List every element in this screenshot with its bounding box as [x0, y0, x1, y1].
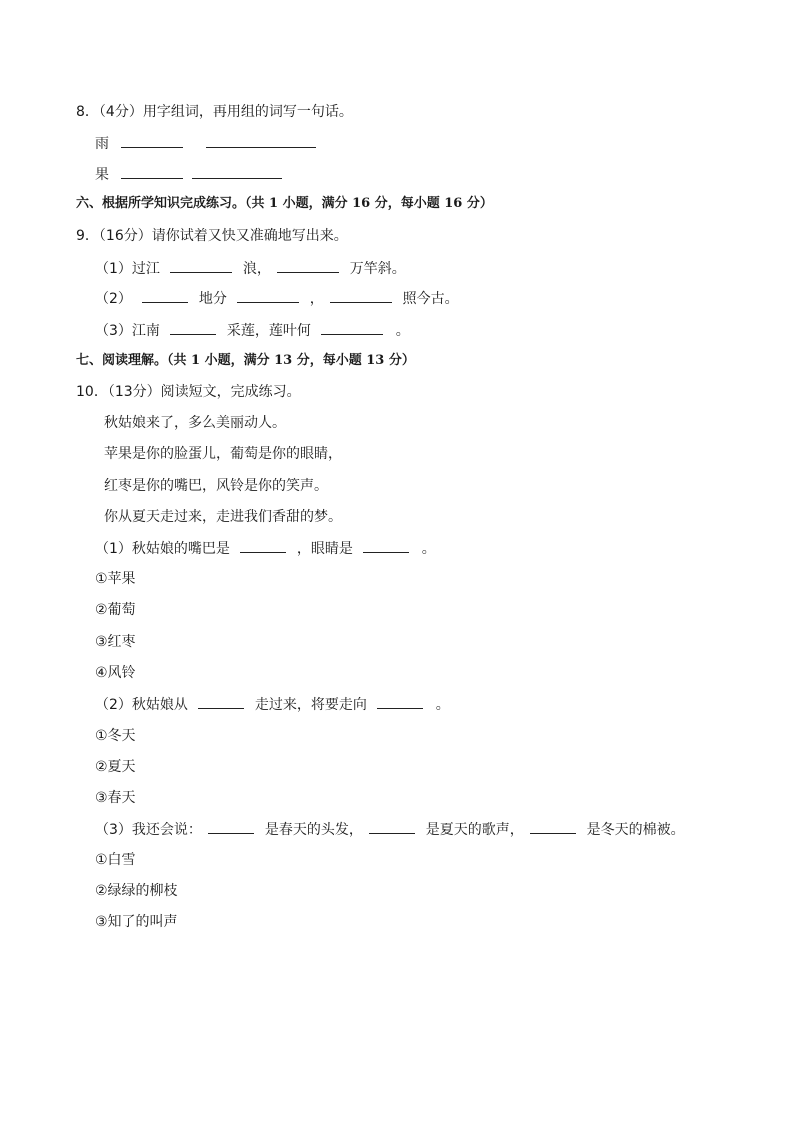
q10-sub2-text-a: （2）秋姑娘从: [95, 697, 188, 713]
q9-p3-text-c: 。: [395, 323, 410, 339]
option-item[interactable]: ④风铃: [95, 665, 136, 681]
section-7-heading: 七、阅读理解。（共 1 小题，满分 13 分，每小题 13 分）: [76, 353, 415, 368]
q10-sub3-text-d: 是冬天的棉被。: [586, 822, 685, 838]
answer-blank[interactable]: [208, 819, 254, 834]
q10-sub2-text-b: 走过来，将要走向: [254, 697, 367, 713]
option-item[interactable]: ③红枣: [95, 634, 136, 650]
answer-blank[interactable]: [240, 538, 286, 553]
answer-blank[interactable]: [170, 320, 216, 335]
answer-blank[interactable]: [277, 258, 339, 273]
q10-sub-1: [95, 538, 436, 559]
option-item[interactable]: ③春天: [95, 790, 136, 806]
passage-line: 苹果是你的脸蛋儿，葡萄是你的眼睛，: [104, 446, 342, 462]
q9-p3-text-b: 采莲，莲叶何: [226, 323, 311, 339]
answer-blank[interactable]: [206, 133, 316, 148]
passage-line: 红枣是你的嘴巴，风铃是你的笑声。: [104, 478, 328, 494]
option-item[interactable]: ③知了的叫声: [95, 914, 178, 930]
q8-char-2: 果: [95, 167, 109, 183]
q9-part-2: [95, 288, 459, 309]
option-item[interactable]: ①白雪: [95, 852, 136, 868]
answer-blank[interactable]: [121, 133, 183, 148]
q9-p1-text-b: 浪，: [242, 261, 271, 277]
q9-p2-text-d: 照今古。: [402, 291, 459, 307]
answer-blank[interactable]: [121, 164, 183, 179]
q8-char-1: 雨: [95, 136, 109, 152]
answer-blank[interactable]: [237, 288, 299, 303]
q9-p2-text-b: 地分: [198, 291, 227, 307]
question-8-stem: 8．（4分）用字组词，再用组的词写一句话。: [76, 104, 353, 120]
q9-part-1: [95, 258, 406, 279]
q10-sub1-text-a: （1）秋姑娘的嘴巴是: [95, 541, 230, 557]
option-item[interactable]: ②夏天: [95, 759, 136, 775]
option-item[interactable]: ①苹果: [95, 571, 136, 587]
q10-sub-3: [95, 819, 685, 840]
option-item[interactable]: ①冬天: [95, 728, 136, 744]
section-6-heading: 六、根据所学知识完成练习。（共 1 小题，满分 16 分，每小题 16 分）: [76, 196, 493, 211]
option-item[interactable]: ②绿绿的柳枝: [95, 883, 178, 899]
q10-sub3-text-b: 是春天的头发，: [264, 822, 363, 838]
answer-blank[interactable]: [170, 258, 232, 273]
answer-blank[interactable]: [198, 694, 244, 709]
q10-sub2-text-c: 。: [435, 697, 450, 713]
question-9-stem: 9．（16分）请你试着又快又准确地写出来。: [76, 228, 348, 244]
answer-blank[interactable]: [369, 819, 415, 834]
q9-p1-text-a: （1）过江: [95, 261, 160, 277]
q9-p1-text-c: 万竿斜。: [349, 261, 406, 277]
answer-blank[interactable]: [330, 288, 392, 303]
q10-sub3-text-c: 是夏天的歌声，: [425, 822, 524, 838]
answer-blank[interactable]: [377, 694, 423, 709]
answer-blank[interactable]: [142, 288, 188, 303]
passage-line: 你从夏天走过来，走进我们香甜的梦。: [104, 509, 342, 525]
answer-blank[interactable]: [321, 320, 383, 335]
q8-row-1: [95, 133, 318, 154]
q9-p2-text-c: ，: [309, 291, 324, 307]
q9-p3-text-a: （3）江南: [95, 323, 160, 339]
passage-line: 秋姑娘来了，多么美丽动人。: [104, 415, 286, 431]
answer-blank[interactable]: [530, 819, 576, 834]
q9-part-3: [95, 320, 410, 341]
q8-row-2: [95, 164, 284, 185]
option-item[interactable]: ②葡萄: [95, 602, 136, 618]
q10-sub1-text-c: 。: [421, 541, 436, 557]
answer-blank[interactable]: [363, 538, 409, 553]
q10-sub3-text-a: （3）我还会说：: [95, 822, 202, 838]
q9-p2-text-a: （2）: [95, 291, 132, 307]
q10-sub1-text-b: ，眼睛是: [296, 541, 353, 557]
answer-blank[interactable]: [192, 164, 282, 179]
q10-sub-2: [95, 694, 450, 715]
question-10-stem: 10．（13分）阅读短文，完成练习。: [76, 384, 301, 400]
